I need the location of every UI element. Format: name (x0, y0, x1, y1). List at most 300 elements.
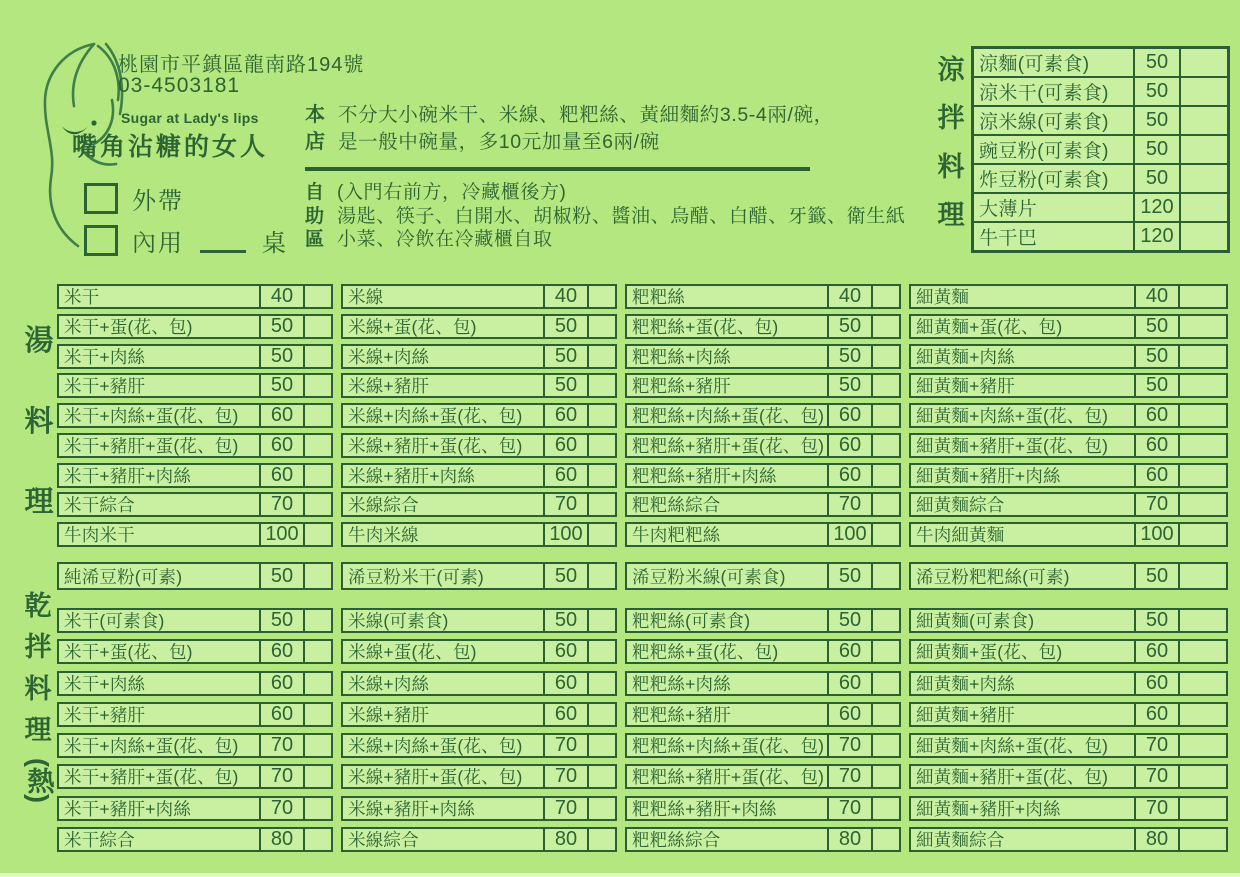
takeout-checkbox[interactable] (84, 183, 118, 214)
item-price: 50 (543, 346, 589, 367)
item-name: 米線+蛋(花、包) (348, 642, 477, 663)
item-order-box[interactable] (1180, 465, 1226, 486)
dinein-checkbox[interactable] (84, 225, 118, 256)
item-order-box[interactable] (873, 564, 899, 588)
menu-column (341, 562, 617, 590)
item-order-box[interactable] (1180, 564, 1226, 588)
item-price: 50 (1134, 610, 1180, 631)
item-order-box[interactable] (1180, 405, 1226, 426)
section-title-char: 理 (24, 486, 54, 518)
item-price: 70 (827, 798, 873, 819)
item-price: 80 (827, 829, 873, 850)
item-price: 50 (259, 375, 305, 396)
item-name: 粑粑絲+蛋(花、包) (632, 316, 779, 337)
item-name: 米干(可素食) (64, 611, 165, 631)
takeout-label: 外帶 (132, 188, 184, 215)
item-order-box[interactable] (1180, 735, 1226, 756)
item-order-box[interactable] (1180, 524, 1226, 545)
item-order-box[interactable] (873, 735, 899, 756)
item-name: 粑粑絲+豬肝 (632, 704, 731, 725)
item-order-box[interactable] (1180, 673, 1226, 694)
item-price: 100 (827, 524, 873, 545)
menu-item-row (57, 373, 333, 398)
item-name: 米干+蛋(花、包) (64, 642, 193, 663)
cold-item-row (974, 76, 1227, 105)
table-number-blank[interactable] (200, 228, 246, 253)
item-price: 60 (827, 465, 873, 486)
item-order-box[interactable] (873, 704, 899, 725)
item-name: 牛肉米線 (348, 525, 419, 545)
item-name: 牛干巴 (979, 228, 1038, 249)
menu-item-row (625, 403, 901, 428)
item-price: 50 (259, 564, 305, 588)
item-name: 細黃麵+豬肝+蛋(花、包) (916, 435, 1109, 456)
menu-item-row (57, 492, 333, 517)
item-order-box[interactable] (1180, 346, 1226, 367)
item-order-box[interactable] (873, 524, 899, 545)
item-name: 米干+豬肝 (64, 376, 146, 397)
item-order-box[interactable] (589, 564, 615, 588)
menu-item-row (909, 733, 1228, 758)
item-name: 粑粑絲+豬肝 (632, 376, 731, 397)
item-order-box[interactable] (305, 704, 331, 725)
item-price: 100 (259, 524, 305, 545)
menu-column (341, 608, 617, 852)
item-order-box[interactable] (589, 346, 615, 367)
item-name: 米線+肉絲 (348, 673, 430, 694)
item-price: 70 (259, 798, 305, 819)
item-price: 40 (259, 286, 305, 307)
item-name: 細黃麵+蛋(花、包) (916, 316, 1063, 337)
menu-item-row (625, 671, 901, 696)
item-price: 80 (543, 829, 589, 850)
item-name: 米線綜合 (348, 829, 419, 850)
item-order-box[interactable] (1180, 375, 1226, 396)
takeout-option (84, 181, 184, 216)
menu-column (57, 284, 333, 547)
menu-item-row (909, 522, 1228, 547)
item-price: 60 (259, 465, 305, 486)
item-price: 60 (1134, 435, 1180, 456)
item-name: 粑粑絲綜合 (632, 495, 721, 516)
menu-item-row (57, 314, 333, 339)
menu-item-row (341, 562, 617, 590)
brand-name-english: Sugar at Lady's lips (121, 110, 259, 126)
item-price: 50 (543, 610, 589, 631)
menu-item-row (57, 796, 333, 821)
section-title-char: 料 (24, 405, 54, 438)
item-order-box[interactable] (589, 375, 615, 396)
menu-item-row (909, 403, 1228, 428)
item-price: 60 (543, 704, 589, 725)
item-name: 細黃麵綜合 (916, 495, 1005, 516)
item-order-box[interactable] (1181, 194, 1227, 221)
dinein-suffix: 桌 (262, 230, 288, 257)
menu-item-row (57, 522, 333, 547)
item-price: 50 (1134, 375, 1180, 396)
item-price: 60 (543, 405, 589, 426)
menu-item-row (625, 608, 901, 633)
item-name: 米干+肉絲 (64, 673, 146, 694)
item-price: 60 (1134, 465, 1180, 486)
item-price: 50 (259, 316, 305, 337)
item-name: 粑粑絲+豬肝+肉絲 (632, 465, 777, 486)
item-name: 粑粑絲+豬肝+肉絲 (632, 798, 777, 819)
menu-column (625, 608, 901, 852)
item-order-box[interactable] (589, 465, 615, 486)
item-price: 50 (1134, 346, 1180, 367)
menu-item-row (341, 463, 617, 488)
item-name: 米線+肉絲+蛋(花、包) (348, 406, 523, 426)
menu-item-row (341, 344, 617, 369)
item-name: 牛肉細黃麵 (916, 525, 1005, 545)
item-price: 70 (1134, 766, 1180, 787)
menu-item-row (909, 608, 1228, 633)
menu-item-row (625, 463, 901, 488)
item-price: 120 (1133, 194, 1181, 221)
menu-item-row (909, 562, 1228, 590)
item-price: 70 (827, 766, 873, 787)
item-name: 米線+肉絲+蛋(花、包) (348, 736, 523, 757)
item-order-box[interactable] (305, 435, 331, 456)
item-order-box[interactable] (873, 405, 899, 426)
item-name: 粑粑絲+豬肝+蛋(花、包) (632, 767, 825, 788)
item-order-box[interactable] (305, 766, 331, 787)
menu-item-row (57, 284, 333, 309)
item-price: 70 (1134, 735, 1180, 756)
section-title-char: (熱) (23, 758, 54, 803)
item-name: 炸豆粉(可素食) (979, 170, 1109, 191)
menu-item-row (341, 796, 617, 821)
menu-item-row (57, 344, 333, 369)
menu-column (341, 284, 617, 547)
cold-item-row (974, 163, 1227, 192)
menu-item-row (57, 562, 333, 590)
item-name: 米干+豬肝+肉絲 (64, 798, 192, 819)
item-order-box[interactable] (305, 286, 331, 307)
item-name: 粑粑絲+肉絲+蛋(花、包) (632, 736, 825, 757)
menu-item-row (625, 733, 901, 758)
item-name: 米線+豬肝+蛋(花、包) (348, 435, 523, 456)
item-price: 70 (259, 766, 305, 787)
menu-item-row (909, 492, 1228, 517)
item-order-box[interactable] (589, 704, 615, 725)
menu-item-row (909, 284, 1228, 309)
item-price: 70 (259, 494, 305, 515)
menu-item-row (341, 608, 617, 633)
menu-column (57, 608, 333, 852)
self-service-notice (305, 181, 906, 252)
item-order-box[interactable] (873, 316, 899, 337)
item-order-box[interactable] (873, 435, 899, 456)
item-order-box[interactable] (305, 405, 331, 426)
item-order-box[interactable] (305, 346, 331, 367)
menu-item-row (57, 671, 333, 696)
item-price: 60 (1134, 405, 1180, 426)
notice-line: 是一般中碗量，多10元加量至6兩/碗 (338, 131, 660, 153)
cold-item-row (974, 134, 1227, 163)
dry-section-starter-row (57, 562, 1228, 590)
item-order-box[interactable] (1180, 435, 1226, 456)
item-name: 米干+肉絲+蛋(花、包) (64, 736, 239, 757)
item-price: 50 (1133, 107, 1181, 134)
menu-item-row (341, 671, 617, 696)
item-order-box[interactable] (873, 673, 899, 694)
item-name: 粑粑絲 (632, 287, 686, 307)
item-price: 50 (827, 316, 873, 337)
cold-item-row (974, 105, 1227, 134)
label-char: 自 (305, 182, 325, 203)
self-service-line: 小菜、冷飲在冷藏櫃自取 (337, 229, 553, 250)
item-order-box[interactable] (873, 375, 899, 396)
item-name: 米線(可素食) (348, 611, 449, 631)
menu-column (909, 608, 1228, 852)
item-order-box[interactable] (1181, 78, 1227, 105)
menu-item-row (909, 344, 1228, 369)
item-order-box[interactable] (1181, 165, 1227, 192)
item-name: 米干 (64, 287, 100, 307)
cold-section-title (933, 57, 969, 229)
item-name: 細黃麵+豬肝 (916, 376, 1015, 397)
brand-name-chinese: 嘴角沾糖的女人 (72, 133, 269, 161)
menu-item-row (57, 608, 333, 633)
menu-item-row (625, 373, 901, 398)
item-price: 50 (827, 375, 873, 396)
item-order-box[interactable] (305, 375, 331, 396)
item-price: 60 (1134, 641, 1180, 662)
item-name: 米干+豬肝+蛋(花、包) (64, 435, 239, 456)
item-order-box[interactable] (305, 465, 331, 486)
item-order-box[interactable] (589, 610, 615, 631)
item-order-box[interactable] (305, 673, 331, 694)
item-price: 50 (827, 564, 873, 588)
menu-item-row (341, 314, 617, 339)
item-order-box[interactable] (873, 829, 899, 850)
item-price: 70 (543, 494, 589, 515)
menu-item-row (909, 702, 1228, 727)
item-price: 60 (259, 704, 305, 725)
item-order-box[interactable] (305, 735, 331, 756)
item-price: 40 (827, 286, 873, 307)
item-name: 粑粑絲(可素食) (632, 611, 751, 631)
item-name: 細黃麵+豬肝+肉絲 (916, 798, 1061, 819)
menu-item-row (909, 433, 1228, 458)
soup-section-title (20, 327, 58, 517)
item-order-box[interactable] (589, 405, 615, 426)
item-name: 米線+豬肝+蛋(花、包) (348, 767, 523, 788)
item-order-box[interactable] (589, 766, 615, 787)
item-name: 細黃麵綜合 (916, 829, 1005, 850)
item-name: 米線 (348, 287, 384, 307)
item-order-box[interactable] (589, 494, 615, 515)
menu-item-row (341, 522, 617, 547)
item-price: 60 (1134, 704, 1180, 725)
menu-item-row (909, 671, 1228, 696)
item-order-box[interactable] (305, 564, 331, 588)
item-name: 米干+肉絲+蛋(花、包) (64, 406, 239, 426)
item-order-box[interactable] (1181, 107, 1227, 134)
store-notice (305, 102, 880, 156)
item-price: 50 (1133, 78, 1181, 105)
label-char: 店 (305, 131, 325, 153)
item-order-box[interactable] (305, 641, 331, 662)
item-name: 浠豆粉米干(可素) (348, 566, 484, 587)
item-order-box[interactable] (305, 610, 331, 631)
item-price: 60 (827, 641, 873, 662)
item-price: 70 (1134, 798, 1180, 819)
item-name: 浠豆粉粑粑絲(可素) (916, 566, 1070, 587)
item-price: 60 (827, 435, 873, 456)
item-name: 米干+蛋(花、包) (64, 316, 193, 337)
menu-column (909, 562, 1228, 590)
item-name: 牛肉米干 (64, 525, 135, 545)
item-order-box[interactable] (873, 798, 899, 819)
menu-item-row (625, 764, 901, 789)
menu-item-row (341, 702, 617, 727)
section-title-char: 理 (937, 199, 965, 230)
item-order-box[interactable] (1180, 704, 1226, 725)
item-price: 60 (827, 405, 873, 426)
menu-column (625, 284, 901, 547)
item-price: 70 (543, 798, 589, 819)
item-name: 粑粑絲+豬肝+蛋(花、包) (632, 435, 825, 456)
menu-item-row (341, 284, 617, 309)
item-name: 浠豆粉米線(可素食) (632, 566, 786, 587)
item-name: 米干+豬肝+蛋(花、包) (64, 767, 239, 788)
item-order-box[interactable] (305, 494, 331, 515)
menu-item-row (909, 827, 1228, 852)
item-name: 米線+肉絲 (348, 346, 430, 367)
item-price: 60 (543, 465, 589, 486)
item-order-box[interactable] (589, 286, 615, 307)
item-order-box[interactable] (305, 524, 331, 545)
item-order-box[interactable] (305, 829, 331, 850)
item-order-box[interactable] (1180, 286, 1226, 307)
item-order-box[interactable] (873, 286, 899, 307)
menu-item-row (341, 492, 617, 517)
menu-item-row (625, 314, 901, 339)
item-price: 50 (543, 316, 589, 337)
item-name: 米線+豬肝+肉絲 (348, 465, 476, 486)
item-order-box[interactable] (873, 346, 899, 367)
item-name: 豌豆粉(可素食) (979, 141, 1109, 162)
item-name: 細黃麵(可素食) (916, 611, 1035, 631)
item-order-box[interactable] (873, 641, 899, 662)
item-price: 60 (259, 405, 305, 426)
item-name: 米線+豬肝 (348, 704, 430, 725)
item-order-box[interactable] (589, 798, 615, 819)
item-price: 50 (1134, 564, 1180, 588)
item-order-box[interactable] (589, 673, 615, 694)
section-title-char: 料 (24, 673, 52, 704)
item-price: 50 (1134, 316, 1180, 337)
menu-item-row (625, 522, 901, 547)
item-order-box[interactable] (1180, 641, 1226, 662)
menu-item-row (909, 639, 1228, 664)
section-title-char: 料 (937, 151, 965, 182)
item-price: 50 (259, 346, 305, 367)
item-order-box[interactable] (873, 494, 899, 515)
item-order-box[interactable] (589, 735, 615, 756)
menu-item-row (625, 433, 901, 458)
item-order-box[interactable] (589, 316, 615, 337)
item-price: 50 (827, 346, 873, 367)
menu-column (625, 562, 901, 590)
item-name: 米線+豬肝+肉絲 (348, 798, 476, 819)
menu-item-row (57, 463, 333, 488)
beauty-mark-icon (91, 120, 96, 125)
item-order-box[interactable] (873, 465, 899, 486)
item-price: 40 (543, 286, 589, 307)
item-name: 細黃麵 (916, 287, 970, 307)
menu-item-row (909, 764, 1228, 789)
item-name: 大薄片 (979, 199, 1038, 220)
item-order-box[interactable] (1181, 136, 1227, 163)
item-order-box[interactable] (1181, 49, 1227, 76)
item-order-box[interactable] (589, 641, 615, 662)
cold-item-row (974, 192, 1227, 221)
item-order-box[interactable] (873, 766, 899, 787)
menu-item-row (341, 433, 617, 458)
item-order-box[interactable] (1180, 316, 1226, 337)
menu-column (57, 562, 333, 590)
item-price: 100 (543, 524, 589, 545)
item-name: 米線+豬肝 (348, 376, 430, 397)
store-notice-label (305, 102, 325, 156)
item-name: 細黃麵+豬肝+蛋(花、包) (916, 767, 1109, 788)
item-order-box[interactable] (305, 798, 331, 819)
soup-section-table (57, 284, 1228, 547)
item-price: 70 (259, 735, 305, 756)
dinein-label: 內用 (132, 230, 184, 257)
self-service-label (305, 181, 324, 252)
store-notice-text (338, 102, 834, 156)
item-price: 60 (543, 435, 589, 456)
menu-item-row (57, 433, 333, 458)
item-order-box[interactable] (873, 610, 899, 631)
item-order-box[interactable] (1180, 610, 1226, 631)
menu-column (909, 284, 1228, 547)
item-order-box[interactable] (1181, 223, 1227, 250)
menu-item-row (625, 284, 901, 309)
menu-item-row (625, 492, 901, 517)
store-phone: 03-4503181 (118, 74, 241, 97)
item-name: 純浠豆粉(可素) (64, 566, 183, 587)
menu-item-row (57, 702, 333, 727)
item-price: 50 (543, 564, 589, 588)
menu-item-row (625, 796, 901, 821)
menu-item-row (625, 827, 901, 852)
item-name: 米干+豬肝 (64, 704, 146, 725)
item-order-box[interactable] (589, 435, 615, 456)
item-order-box[interactable] (589, 524, 615, 545)
item-price: 120 (1133, 223, 1181, 250)
item-name: 米干+肉絲 (64, 346, 146, 367)
item-name: 粑粑絲+肉絲 (632, 673, 731, 694)
item-price: 80 (1134, 829, 1180, 850)
cold-section-table (971, 46, 1230, 253)
item-order-box[interactable] (1180, 766, 1226, 787)
item-order-box[interactable] (1180, 494, 1226, 515)
menu-item-row (57, 639, 333, 664)
section-title-char: 拌 (937, 103, 965, 134)
item-order-box[interactable] (1180, 798, 1226, 819)
store-address: 桃園市平鎮區龍南路194號 (118, 54, 365, 76)
item-order-box[interactable] (305, 316, 331, 337)
item-order-box[interactable] (589, 829, 615, 850)
item-order-box[interactable] (1180, 829, 1226, 850)
info-block (305, 102, 906, 252)
